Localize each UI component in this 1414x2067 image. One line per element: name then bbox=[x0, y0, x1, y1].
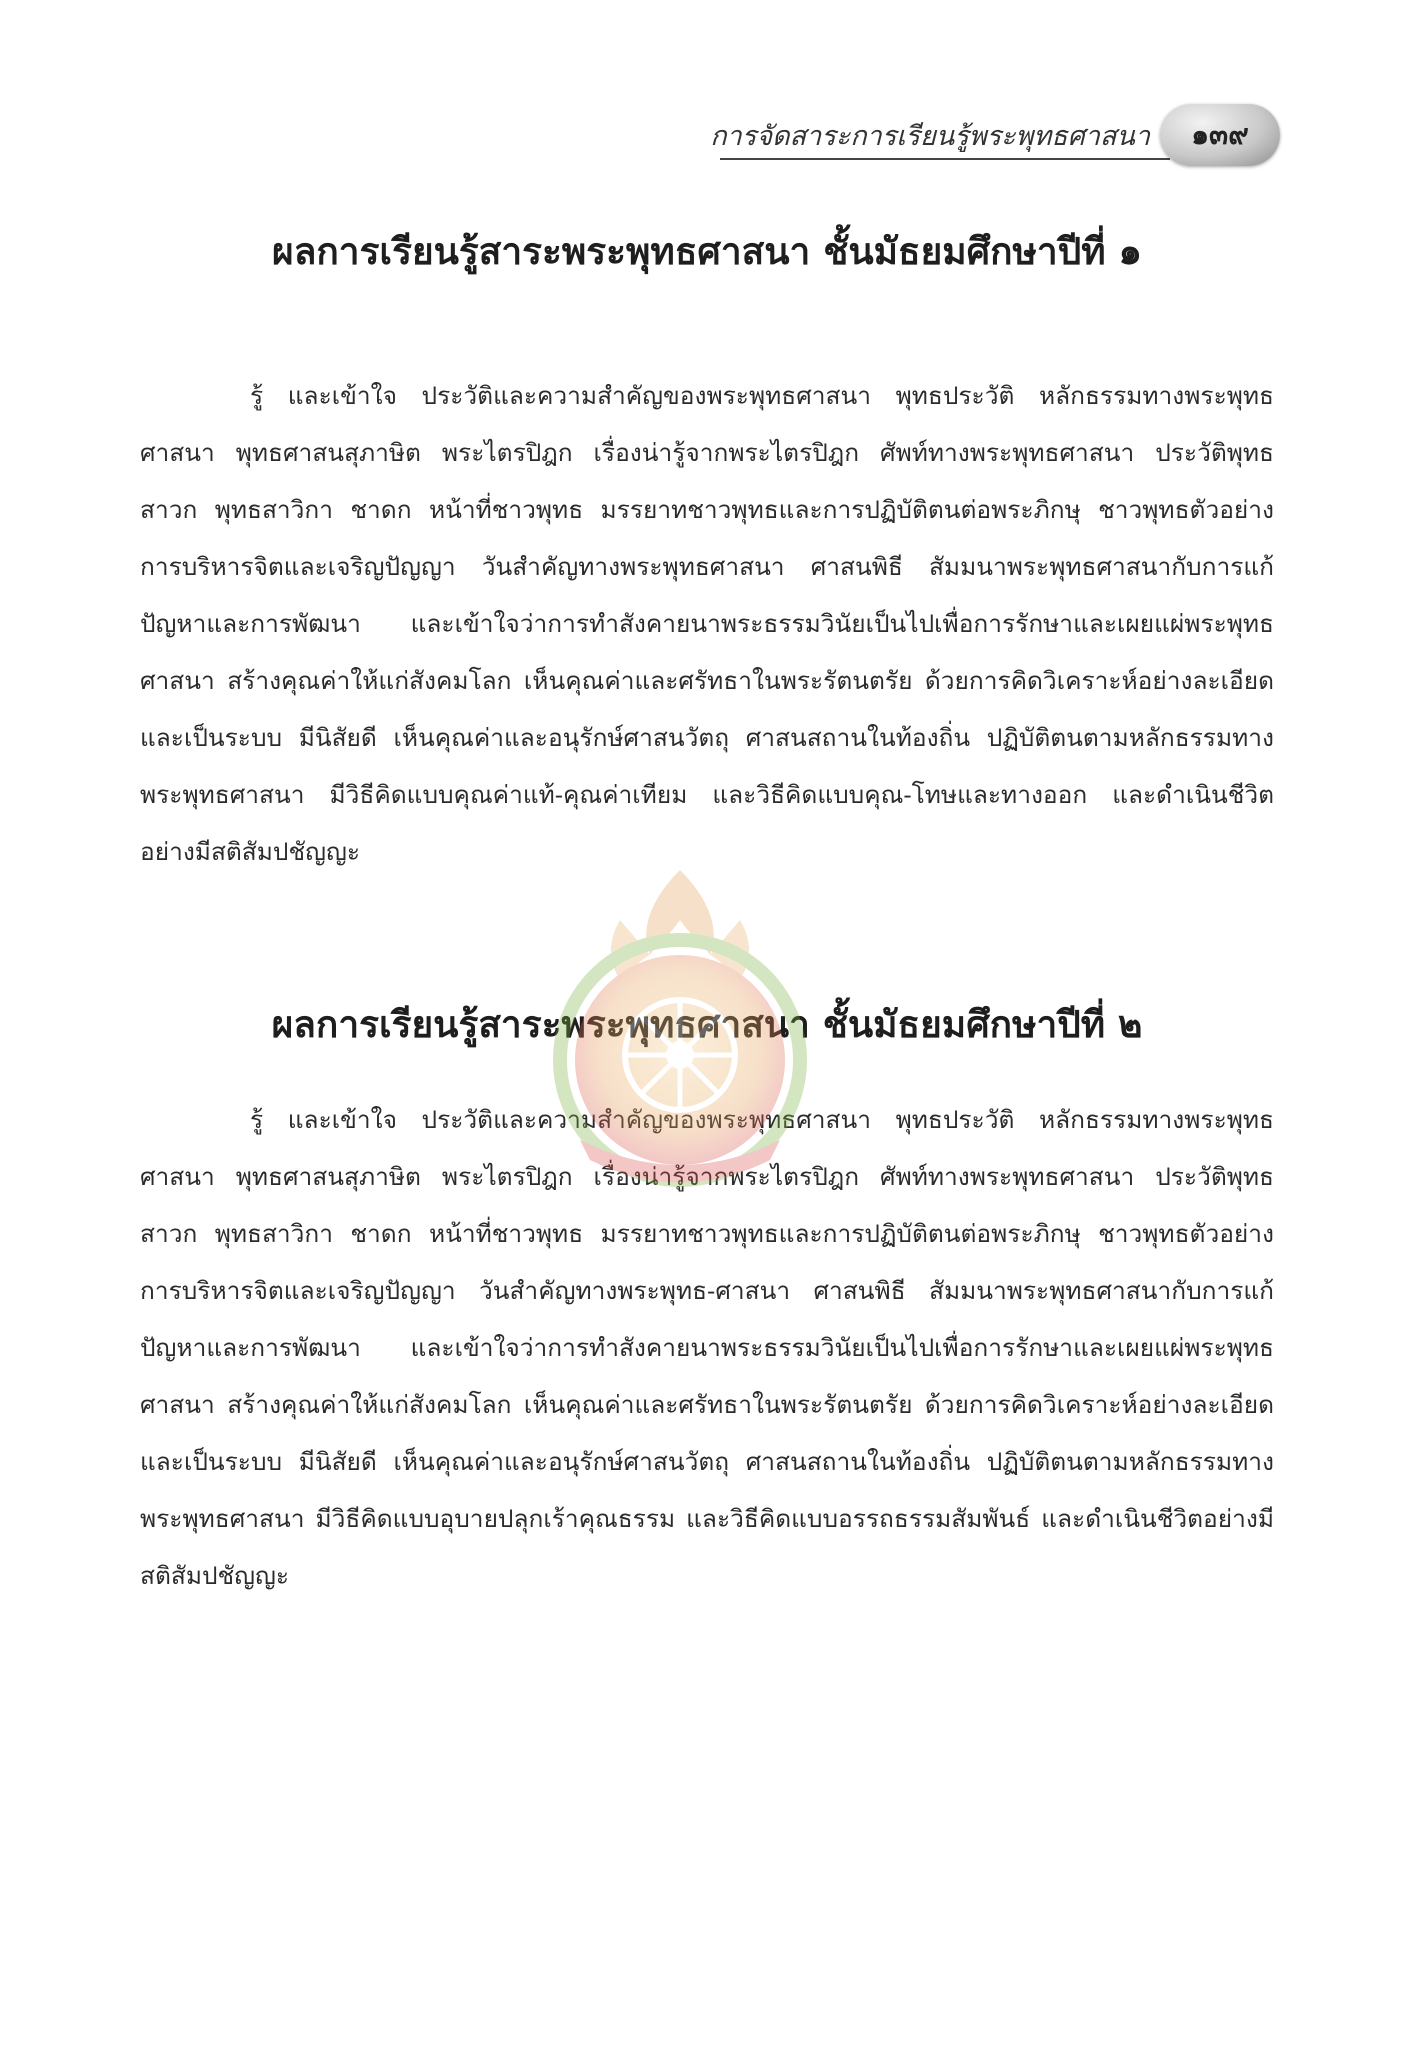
running-header bbox=[600, 100, 1290, 170]
page-number: ๑๓๙ bbox=[1191, 118, 1249, 151]
section-heading-grade-2: ผลการเรียนรู้สาระพระพุทธศาสนา ชั้นมัธยมศึกษาปีที่ ๒ bbox=[271, 1003, 1143, 1046]
header-title: การจัดสาระการเรียนรู้พระพุทธศาสนา bbox=[710, 121, 1150, 152]
section-body-grade-2: รู้ และเข้าใจ ประวัติและความสำคัญของพระพุทธศาสนา พุทธประวัติ หลักธรรมทางพระพุทธศาสนา พุทธศาสนสุภาษิต พระไตรปิฎก เรื่องน่ารู้จากพระไตรปิฎก ศัพท์ทางพระพุทธศาสนา ประวัติพุทธสาวก พุทธสาวิกา ชาดก หน้าที่ชาวพุทธ มรรยาทชาวพุทธและการปฏิบัติตนต่อพระภิกษุ ชาวพุทธตัวอย่าง การบริหารจิตและเจริญปัญญา วันสำคัญทางพระพุทธ-ศาสนา ศาสนพิธี สัมมนาพระพุทธศาสนากับการแก้ปัญหาและการพัฒนา และเข้าใจว่าการทำสังคายนาพระธรรมวินัยเป็นไปเพื่อการรักษาและเผยแผ่พระพุทธศาสนา สร้างคุณค่าให้แก่สังคมโลก เห็นคุณค่าและศรัทธาในพระรัตนตรัย ด้วยการคิดวิเคราะห์อย่างละเอียดและเป็นระบบ มีนิสัยดี เห็นคุณค่าและอนุรักษ์ศาสนวัตถุ ศาสนสถานในท้องถิ่น ปฏิบัติตนตามหลักธรรมทางพระพุทธศาสนา มีวิธีคิดแบบอุบายปลุกเร้าคุณธรรม และวิธีคิดแบบอรรถธรรมสัมพันธ์ และดำเนินชีวิตอย่างมีสติสัมปชัญญะ bbox=[140, 1104, 1274, 1590]
header-rule bbox=[720, 158, 1170, 160]
page-number-badge bbox=[1160, 104, 1280, 166]
section-heading-grade-1: ผลการเรียนรู้สาระพระพุทธศาสนา ชั้นมัธยมศึกษาปีที่ ๑ bbox=[272, 230, 1142, 273]
section-body-grade-1: รู้ และเข้าใจ ประวัติและความสำคัญของพระพุทธศาสนา พุทธประวัติ หลักธรรมทางพระพุทธศาสนา พุทธศาสนสุภาษิต พระไตรปิฎก เรื่องน่ารู้จากพระไตรปิฎก ศัพท์ทางพระพุทธศาสนา ประวัติพุทธสาวก พุทธสาวิกา ชาดก หน้าที่ชาวพุทธ มรรยาทชาวพุทธและการปฏิบัติตนต่อพระภิกษุ ชาวพุทธตัวอย่าง การบริหารจิตและเจริญปัญญา วันสำคัญทางพระพุทธศาสนา ศาสนพิธี สัมมนาพระพุทธศาสนากับการแก้ปัญหาและการพัฒนา และเข้าใจว่าการทำสังคายนาพระธรรมวินัยเป็นไปเพื่อการรักษาและเผยแผ่พระพุทธศาสนา สร้างคุณค่าให้แก่สังคมโลก เห็นคุณค่าและศรัทธาในพระรัตนตรัย ด้วยการคิดวิเคราะห์อย่างละเอียดและเป็นระบบ มีนิสัยดี เห็นคุณค่าและอนุรักษ์ศาสนวัตถุ ศาสนสถานในท้องถิ่น ปฏิบัติตนตามหลักธรรมทางพระพุทธศาสนา มีวิธีคิดแบบคุณค่าแท้-คุณค่าเทียม และวิธีคิดแบบคุณ-โทษและทางออก และดำเนินชีวิตอย่างมีสติสัมปชัญญะ bbox=[140, 380, 1274, 866]
